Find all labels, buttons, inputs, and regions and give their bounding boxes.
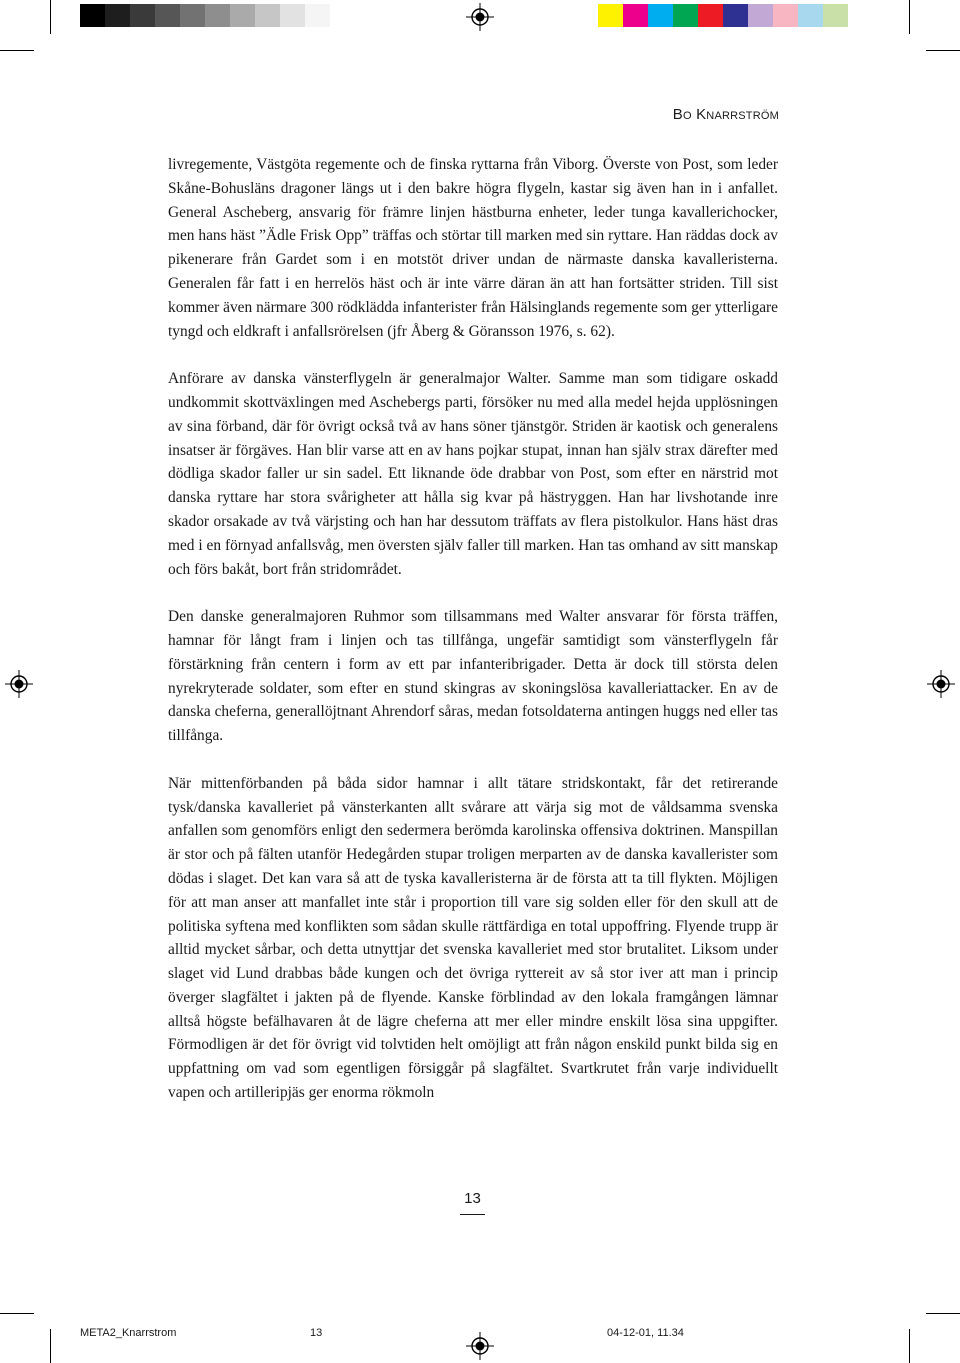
- author-initial: K: [696, 106, 707, 123]
- color-swatch: [623, 4, 648, 27]
- paragraph: livregemente, Västgöta regemente och de finska ryttarna från Viborg. Överste von Post, som leder Skåne-Bohusläns dragoner längs ut i den bakre högra flygeln, kastar sig även han in i anfallet. General Ascheberg, ansvarig för främre linjen hästburna enheter, leder tunga kavallerichocker, men hans häst ”Ädle Frisk Opp” träffas och störtar till marken med sin ryttare. Han räddas dock av pikenerare från Gardet som i en motstöt driver undan de närmaste danska kavalleristerna. Generalen får fatt i en herrelös häst och är inte värre däran än att han fortsätter striden. Till sist kommer även närmare 300 rödklädda infanterister från Hälsinglands regemente som ger ytterligare tyngd och eldkraft i anfallsrörelsen (jfr Åberg & Göransson 1976, s. 62).: [168, 156, 778, 340]
- slug-filename: META2_Knarrstrom: [80, 1327, 177, 1339]
- grayscale-color-bar: [80, 4, 330, 27]
- color-swatch: [648, 4, 673, 27]
- color-swatch: [723, 4, 748, 27]
- slug-page: 13: [310, 1327, 323, 1339]
- color-swatch: [280, 4, 305, 27]
- running-head-author: [673, 106, 779, 123]
- author-smallcaps: NARRSTRÖM: [706, 110, 779, 122]
- page-number: 13: [464, 1190, 481, 1207]
- color-swatch: [798, 4, 823, 27]
- cmyk-color-bar: [598, 4, 848, 27]
- paragraph: Anförare av danska vänsterflygeln är generalmajor Walter. Samme man som tidigare oskadd undkommit skottväxlingen med Aschebergs parti, försöker nu med alla medel hejda upplösningen av sina förband, där för övrigt också två av hans söner tjänstgör. Striden är kaotisk och generalens insatser är förgäves. Han blir varse att en av hans pojkar stupat, innan han själv strax därefter med dödliga skador faller ur sin sadel. Ett liknande öde drabbar von Post, som efter en närstrid mot danska ryttare har stora svårigheter att hålla sig kvar på hästryggen. Han har livshotande inre skador orsakade av två värjsting och han har dessutom träffats av flera pistolkulor. Hans häst dras med i en förnyad anfallsvåg, men översten själv faller till marken. Han tas omhand av sitt manskap och förs bakåt, bort från stridområdet.: [168, 370, 778, 578]
- color-swatch: [773, 4, 798, 27]
- crop-mark: [926, 50, 960, 51]
- author-smallcaps: O: [682, 110, 692, 122]
- color-swatch: [598, 4, 623, 27]
- body-text: [168, 153, 778, 1105]
- color-swatch: [230, 4, 255, 27]
- page-number-rule: [460, 1214, 485, 1215]
- color-swatch: [823, 4, 848, 27]
- paragraph: Den danske generalmajoren Ruhmor som tillsammans med Walter ansvarar för första träffen, hamnar för långt fram i linjen och tas tillfånga, ungefär samtidigt som vänsterflygeln får förstärkning från centern i form av ett par infanteribrigader. Detta är dock till största delen nyrekryterade soldater, som efter en stund skingras av skoningslösa kavalleriattacker. En av de danska cheferna, generallöjtnant Ahrendorf såras, medan fotsoldaterna antingen huggs ned eller tas tillfånga.: [168, 608, 778, 745]
- registration-mark-icon: [466, 1332, 494, 1360]
- registration-mark-icon: [5, 670, 33, 698]
- slug-datetime: 04-12-01, 11.34: [607, 1327, 684, 1339]
- crop-mark: [909, 0, 910, 34]
- color-swatch: [305, 4, 330, 27]
- registration-mark-icon: [927, 670, 955, 698]
- crop-mark: [0, 50, 34, 51]
- color-swatch: [205, 4, 230, 27]
- color-swatch: [130, 4, 155, 27]
- author-initial: B: [672, 106, 683, 123]
- paragraph: När mittenförbanden på båda sidor hamnar i allt tätare stridskontakt, får det retirerande tysk/danska kavalleriet på vänsterkanten allt svårare att värja sig mot de våldsamma svenska anfallen som genomförs enligt den sedermera berömda karolinska offensiva doktrinen. Manspillan är stor och på fälten utanför Hedegården stupar troligen merparten av de danska kavallerister som dödas i slaget. Det kan vara så att de tyska kavalleristerna är de första att ta till flykten. Möjligen för att man anser att manfallet inte står i proportion till vare sig solden eller för den skull att de politiska syftena med konflikten som sådan skulle rättfärdiga en total uppoffring. Flyende trupp är alltid mycket sårbar, och detta utnyttjar det svenska kavalleriet med stor brutalitet. Liksom under slaget vid Lund drabbas både kungen och det övriga ryttereit av så stor iver att man i princip överger slagfältet i jakten på de flyende. Kanske förblindad av den lokala framgången lämnar alltså högste befälhavaren åt de lägre cheferna att mer eller mindre enskilt lösa sina uppgifter. Förmodligen är det för övrigt vid tolvtiden helt omöjligt att från någon enskild punkt bilda sig en uppfattning om vad som egentligen försiggår på slagfältet. Svartkrutet från varje individuellt vapen och artilleripjäs ger enorma rökmoln: [168, 774, 778, 1102]
- crop-mark: [909, 1329, 910, 1363]
- color-swatch: [698, 4, 723, 27]
- color-swatch: [255, 4, 280, 27]
- crop-mark: [0, 1313, 34, 1314]
- color-swatch: [80, 4, 105, 27]
- crop-mark: [926, 1313, 960, 1314]
- crop-mark: [50, 0, 51, 34]
- color-swatch: [748, 4, 773, 27]
- color-swatch: [155, 4, 180, 27]
- color-swatch: [105, 4, 130, 27]
- crop-mark: [50, 1329, 51, 1363]
- color-swatch: [180, 4, 205, 27]
- color-swatch: [673, 4, 698, 27]
- registration-mark-icon: [466, 3, 494, 31]
